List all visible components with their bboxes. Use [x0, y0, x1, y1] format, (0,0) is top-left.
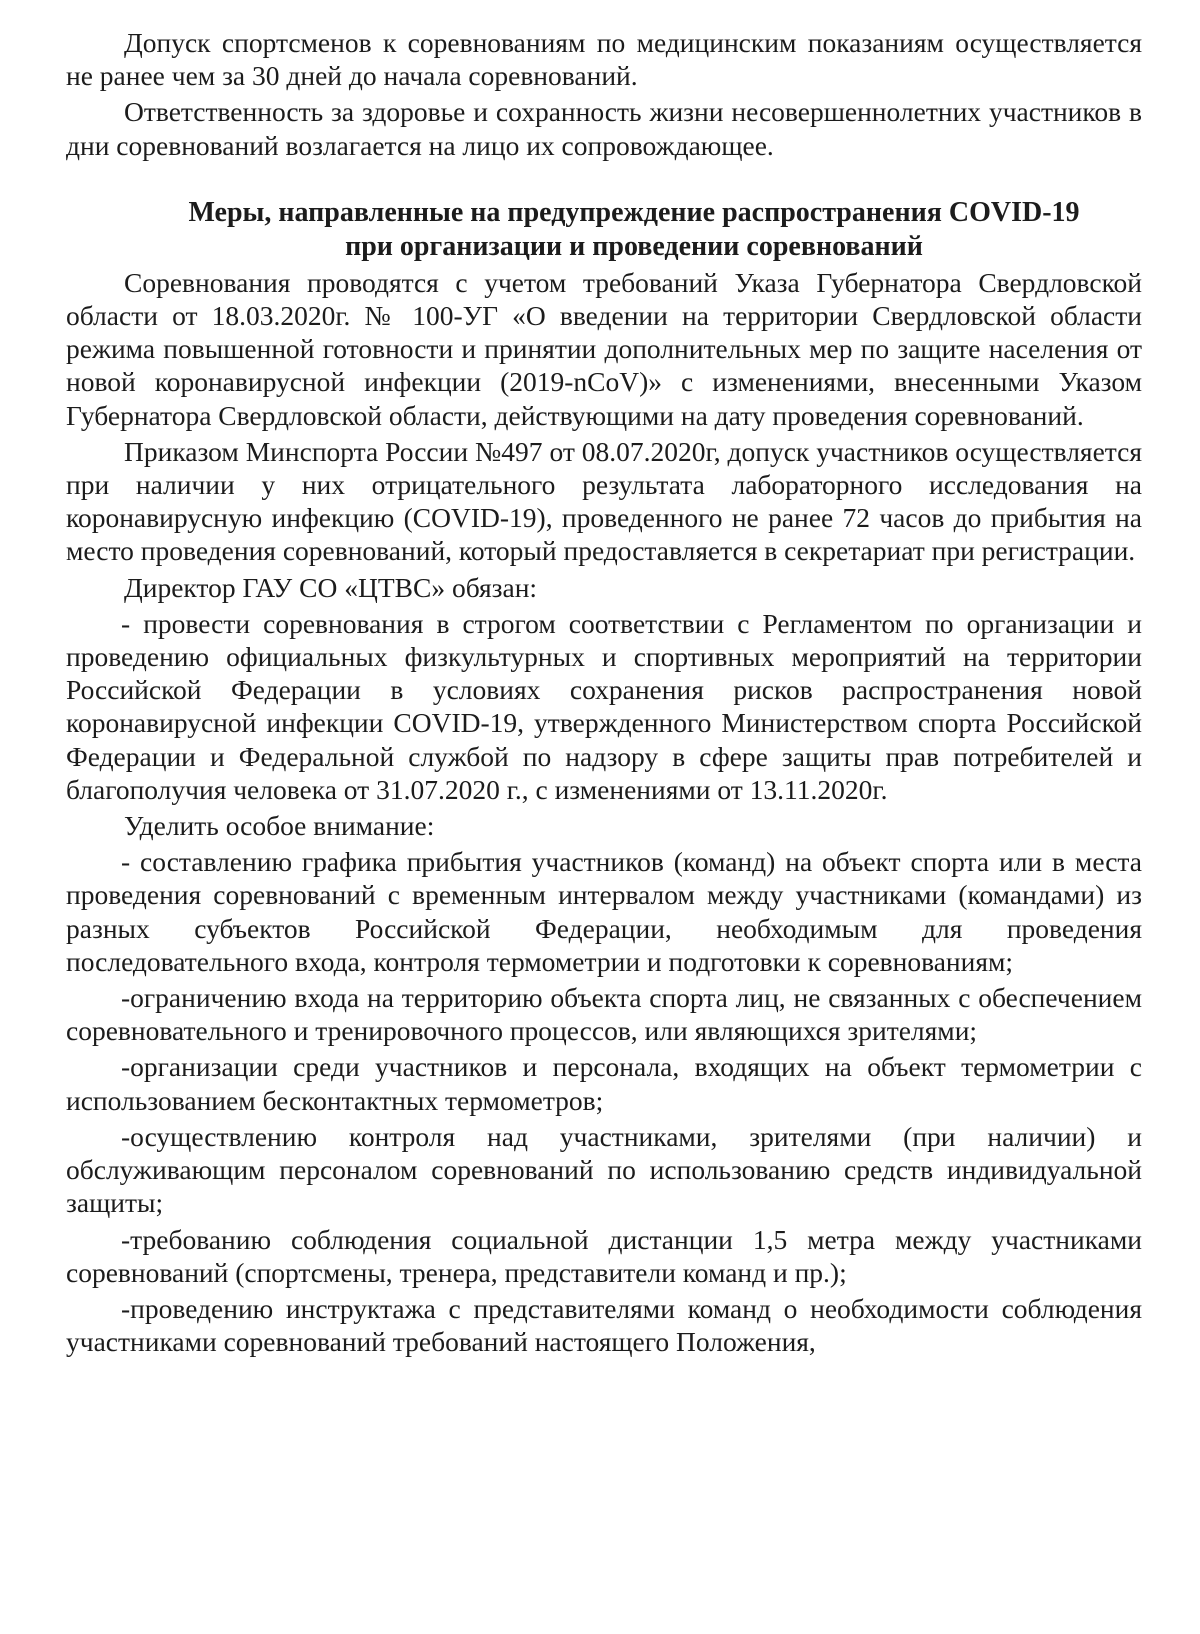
- paragraph-governor-decree: Соревнования проводятся с учетом требований Указа Губернатора Свердловской области от 18.03.2020г. № 100-УГ «О введении на территории Свердловской области режима повышенной готовности и принятии дополнительных мер по защите населения от новой коронавирусной инфекции (2019-nCoV)» с изменениями, внесенными Указом Губернатора Свердловской области, действующими на дату проведения соревнований.: [66, 266, 1142, 431]
- section-heading: [66, 196, 1142, 264]
- paragraph-director-obliged: Директор ГАУ СО «ЦТВС» обязан:: [124, 571, 538, 603]
- paragraph-special-attention: Уделить особое внимание:: [124, 810, 435, 842]
- section-heading-line-2: при организации и проведении соревнований: [345, 230, 923, 262]
- section-heading-line-1: Меры, направленные на предупреждение распространения COVID-19: [188, 196, 1080, 228]
- list-item-thermometry: -организации среди участников и персонала, входящих на объект термометрии с использованием бесконтактных термометров;: [66, 1051, 1142, 1116]
- intro-paragraph-responsibility: Ответственность за здоровье и сохранность жизни несовершеннолетних участников в дни соревнований возлагается на лицо их сопровождающее.: [66, 96, 1142, 161]
- list-item-ppe-control: -осуществлению контроля над участниками, зрителями (при наличии) и обслуживающим персоналом соревнований по использованию средств индивидуальной защиты;: [66, 1120, 1142, 1219]
- intro-paragraph-admission: Допуск спортсменов к соревнованиям по медицинским показаниям осуществляется не ранее чем за 30 дней до начала соревнований.: [66, 27, 1142, 92]
- paragraph-director-item: - провести соревнования в строгом соответствии с Регламентом по организации и проведению официальных физкультурных и спортивных мероприятий на территории Российской Федерации в условиях сохранения рисков распространения новой коронавирусной инфекции COVID-19, утвержденного Министерством спорта Российской Федерации и Федеральной службой по надзору в сфере защиты прав потребителей и благополучия человека от 31.07.2020 г., с изменениями от 13.11.2020г.: [66, 607, 1142, 805]
- list-item-social-distance: -требованию соблюдения социальной дистанции 1,5 метра между участниками соревнований (спортсмены, тренера, представители команд и пр.);: [66, 1223, 1142, 1288]
- list-item-arrival-schedule: - составлению графика прибытия участников (команд) на объект спорта или в места проведения соревнований с временным интервалом между участниками (командами) из разных субъектов Российской Федерации, необходимым для проведения последовательного входа, контроля термометрии и подготовки к соревнованиям;: [66, 846, 1142, 977]
- list-item-briefing: -проведению инструктажа с представителями команд о необходимости соблюдения участниками соревнований требований настоящего Положения,: [66, 1292, 1142, 1358]
- list-item-entry-restriction: -ограничению входа на территорию объекта спорта лиц, не связанных с обеспечением соревновательного и тренировочного процессов, или являющихся зрителями;: [66, 982, 1142, 1047]
- paragraph-minsport-order: Приказом Минспорта России №497 от 08.07.2020г, допуск участников осуществляется при наличии у них отрицательного результата лабораторного исследования на коронавирусную инфекцию (COVID-19), проведенного не ранее 72 часов до прибытия на место проведения соревнований, который предоставляется в секретариат при регистрации.: [66, 435, 1142, 567]
- document-page: [66, 26, 1142, 1616]
